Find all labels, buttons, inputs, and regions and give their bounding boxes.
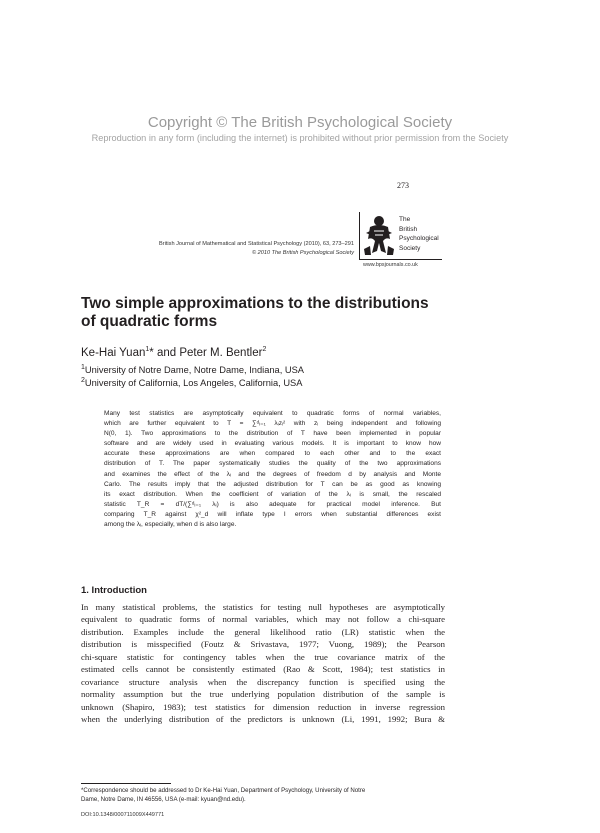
body-line: normality assumption but the true underlying population distribution of the sample is: [81, 689, 445, 700]
abstract-line: distribution of T. The paper systematically studies the quality of the two approximations: [104, 460, 441, 468]
society-line: British: [399, 225, 418, 233]
body-line: covariance structure analysis when the discrepancy function is specified using the: [81, 676, 445, 687]
footnote-rule: [81, 783, 171, 784]
affiliation: [81, 364, 304, 375]
affiliation-text: University of Notre Dame, Notre Dame, Indiana, USA: [84, 365, 304, 376]
body-line: distribution. Examples include the general likelihood ratio (LR) statistic when the: [81, 626, 445, 637]
abstract-line: its exact distribution. When the coefficient of variation of the λᵢ is small, the rescaled: [104, 490, 441, 498]
abstract-line: which are further equivalent to T = ∑ᵈᵢ₌₁ λᵢzᵢ² with zᵢ being independent and following: [104, 420, 441, 428]
abstract-line: software and are widely used in evaluating various models. It is important to know how: [104, 440, 441, 448]
copyright-watermark: Copyright © The British Psychological Society: [147, 114, 453, 131]
body-line: chi-square statistic for contingency tables when the true covariance matrix of the: [81, 651, 445, 662]
abstract-line: and examines the effect of the λᵢ and the degrees of freedom d by analysis and Monte: [104, 470, 441, 478]
corresponding-mark: *: [149, 346, 154, 359]
reproduction-notice: Reproduction in any form (including the internet) is prohibited without prior permission from the Society: [91, 133, 509, 143]
footnote: [81, 786, 445, 804]
society-line: Society: [399, 244, 421, 252]
society-line: Psychological: [399, 235, 439, 243]
bps-logo-icon: [362, 213, 396, 257]
affiliation-text: University of California, Los Angeles, California, USA: [84, 378, 303, 389]
affiliation-mark: 1: [81, 364, 85, 371]
journal-copyright: © 2010 The British Psychological Society: [251, 250, 354, 256]
section-heading: 1. Introduction: [81, 585, 147, 596]
title-line: of quadratic forms: [81, 313, 218, 330]
affiliation-mark: 1: [145, 346, 150, 353]
abstract-line: accurate these approximations are when compared to each other and to the exact: [104, 450, 441, 458]
paper-title: [81, 295, 481, 331]
author-name: Ke-Hai Yuan: [81, 346, 146, 359]
body-line: estimated cells cannot be consistently estimated (Rao & Scott, 1984); test statistics in: [81, 664, 445, 675]
footnote-line: *Correspondence should be addressed to Dr Ke-Hai Yuan, Department of Psychology, University of Notre: [81, 787, 366, 794]
abstract-line: statistic T_R = dT/(∑ᵈᵢ₌₁ λᵢ) is also adequate for practical model inference. But: [104, 500, 441, 508]
abstract-line: comparing T_R against χ²_d will inflate type I errors when substantial differences exist: [104, 510, 441, 518]
title-line: Two simple approximations to the distributions: [81, 295, 429, 312]
body-line: distribution is misspecified (Foutz & Srivastava, 1977; Vuong, 1989); the Pearson: [81, 639, 445, 650]
body-line: equivalent to quadratic forms of normal variables, which may not follow a chi-square: [81, 614, 445, 625]
society-line: The: [399, 216, 411, 223]
header-divider-horizontal: [360, 259, 442, 260]
journal-citation: British Journal of Mathematical and Statistical Psychology (2010), 63, 273–291: [159, 241, 354, 247]
affiliation: [81, 377, 302, 388]
doi: DOI:10.1348/000711009X449771: [81, 812, 165, 818]
body-line: In many statistical problems, the statistics for testing null hypotheses are asymptotically: [81, 602, 445, 612]
abstract-line: Carlo. The results imply that the adjusted distribution for T can be as good as knowing: [104, 480, 441, 488]
journal-website: www.bpsjournals.co.uk: [363, 262, 418, 268]
footnote-line: Dame, Notre Dame, IN 46556, USA (e-mail: kyuan@nd.edu).: [81, 796, 246, 804]
body-text: [81, 601, 445, 726]
affiliation-mark: 2: [262, 346, 267, 353]
abstract-line: among the λᵢ, especially, when d is also large.: [104, 521, 237, 529]
body-line: unknown (Shapiro, 1983); test statistics for dimension reduction in inverse regression: [81, 701, 445, 712]
author-name: and Peter M. Bentler: [153, 346, 263, 359]
abstract-line: N(0, 1). Two approximations to the distribution of T have been implemented in popular: [104, 430, 441, 438]
abstract-line: Many test statistics are asymptotically equivalent to quadratic forms of normal variables,: [104, 410, 441, 417]
author-list: [81, 346, 266, 359]
header-divider-vertical: [359, 212, 360, 260]
abstract: [104, 409, 441, 530]
affiliation-mark: 2: [81, 377, 85, 384]
society-name: [399, 215, 445, 253]
page-number: 273: [397, 181, 409, 190]
body-line: when the underlying distribution of the predictors is unknown (Li, 1991, 1992; Bura &: [81, 714, 445, 725]
